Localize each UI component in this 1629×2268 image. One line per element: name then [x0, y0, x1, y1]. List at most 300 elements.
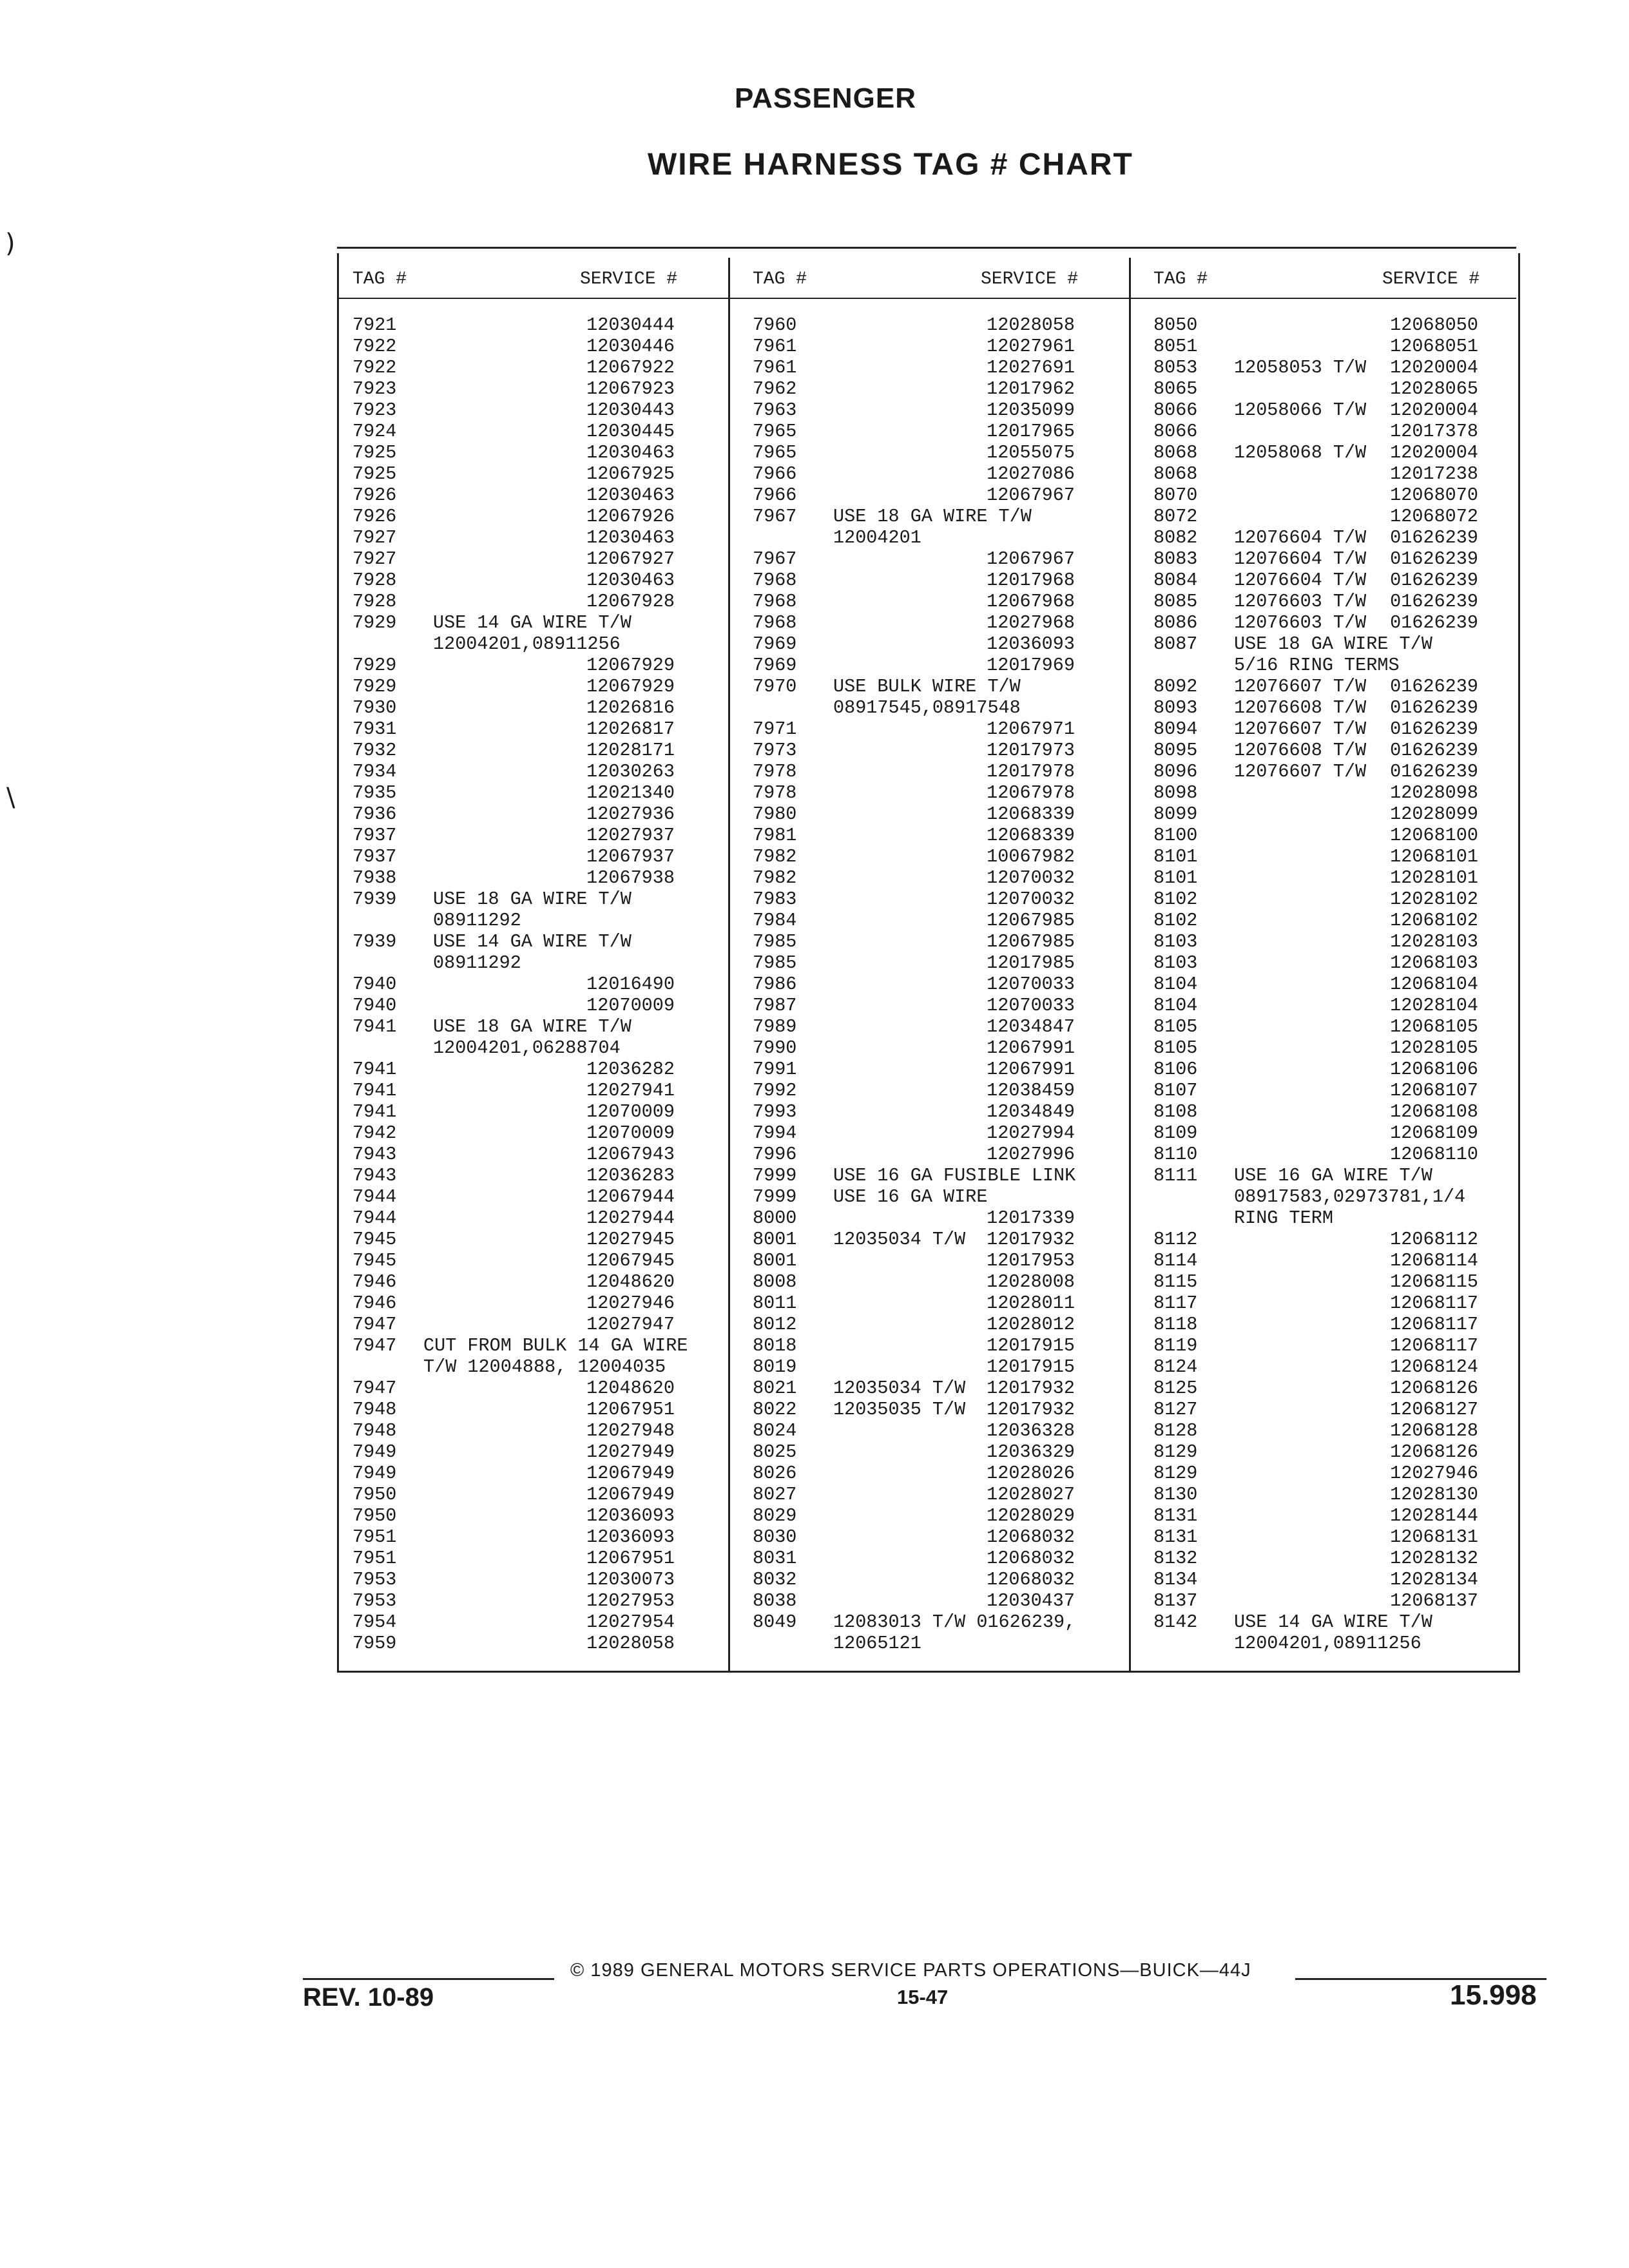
table-row — [352, 761, 675, 782]
tag-number: 8131 — [1153, 1526, 1198, 1548]
service-note: CUT FROM BULK 14 GA WIRE — [423, 1335, 688, 1356]
table-row — [753, 1037, 1075, 1059]
service-number: 12068102 — [1390, 910, 1478, 931]
service-number: 12067967 — [987, 548, 1075, 570]
table-row — [352, 1037, 675, 1059]
service-number: 12017978 — [987, 761, 1075, 782]
tag-number: 8131 — [1153, 1505, 1198, 1526]
service-number: 12026817 — [586, 718, 675, 740]
service-number: 12068100 — [1390, 825, 1478, 846]
table-row — [1153, 548, 1478, 570]
table-row — [753, 506, 1075, 527]
service-note: 08911292 — [433, 910, 521, 931]
service-number: 01626239 — [1390, 697, 1478, 718]
table-row — [1153, 1037, 1478, 1059]
service-note: 12035035 T/W — [833, 1399, 966, 1420]
table-row — [1153, 761, 1478, 782]
table-row — [352, 1186, 675, 1207]
service-note: 12076607 T/W — [1234, 761, 1367, 782]
tag-number: 8103 — [1153, 931, 1198, 952]
service-number: 12030463 — [586, 442, 675, 463]
tag-number: 7922 — [352, 357, 397, 378]
tag-number: 7983 — [753, 889, 797, 910]
service-number: 12068127 — [1390, 1399, 1478, 1420]
service-note: 12076608 T/W — [1234, 740, 1367, 761]
service-number: 12017985 — [987, 952, 1075, 974]
service-number: 12028098 — [1390, 782, 1478, 803]
tag-number: 8100 — [1153, 825, 1198, 846]
tag-number: 7947 — [352, 1335, 397, 1356]
tag-number: 7939 — [352, 931, 397, 952]
tag-number: 7926 — [352, 506, 397, 527]
header-service: SERVICE # — [981, 269, 1079, 289]
table-row — [753, 1611, 1075, 1633]
tag-number: 7980 — [753, 803, 797, 825]
service-number: 12067945 — [586, 1250, 675, 1271]
table-row — [753, 761, 1075, 782]
tag-number: 8068 — [1153, 463, 1198, 485]
service-number: 12068126 — [1390, 1378, 1478, 1399]
tag-number: 7965 — [753, 442, 797, 463]
table-row — [1153, 442, 1478, 463]
service-note: 12058053 T/W — [1234, 357, 1367, 378]
service-number: 12067985 — [987, 910, 1075, 931]
tag-number: 7940 — [352, 974, 397, 995]
service-number: 12068107 — [1390, 1080, 1478, 1101]
copyright-text: © 1989 GENERAL MOTORS SERVICE PARTS OPERATIONS—BUICK—44J — [570, 1960, 1251, 1981]
service-number: 12068072 — [1390, 506, 1478, 527]
tag-number: 7968 — [753, 612, 797, 633]
service-number: 12030263 — [586, 761, 675, 782]
table-row — [352, 1548, 675, 1569]
tag-number: 7996 — [753, 1144, 797, 1165]
tag-number: 8068 — [1153, 442, 1198, 463]
tag-number: 8019 — [753, 1356, 797, 1378]
tag-number: 7994 — [753, 1122, 797, 1144]
page-title: PASSENGER — [735, 82, 917, 114]
tag-number: 7951 — [352, 1526, 397, 1548]
service-number: 12027994 — [987, 1122, 1075, 1144]
service-number: 12017932 — [987, 1229, 1075, 1250]
tag-number: 7927 — [352, 527, 397, 548]
table-row — [352, 676, 675, 697]
service-number: 12016490 — [586, 974, 675, 995]
tag-number: 8070 — [1153, 485, 1198, 506]
tag-number: 7947 — [352, 1378, 397, 1399]
tag-number: 7999 — [753, 1165, 797, 1186]
service-note: 12083013 T/W 01626239, — [833, 1611, 1076, 1633]
tag-number: 7946 — [352, 1293, 397, 1314]
tag-number: 7928 — [352, 570, 397, 591]
table-row — [352, 399, 675, 421]
service-number: 12017915 — [987, 1335, 1075, 1356]
service-number: 12028144 — [1390, 1505, 1478, 1526]
service-number: 12028026 — [987, 1463, 1075, 1484]
tag-number: 7984 — [753, 910, 797, 931]
service-number: 12017968 — [987, 570, 1075, 591]
service-number: 12068070 — [1390, 485, 1478, 506]
service-number: 12027968 — [987, 612, 1075, 633]
table-row — [1153, 1144, 1478, 1165]
table-row — [753, 1059, 1075, 1080]
table-row — [753, 378, 1075, 399]
tag-number: 7945 — [352, 1229, 397, 1250]
table-row — [1153, 1611, 1478, 1633]
service-note: 12058066 T/W — [1234, 399, 1367, 421]
table-row — [753, 1441, 1075, 1463]
table-row — [753, 697, 1075, 718]
service-number: 12068124 — [1390, 1356, 1478, 1378]
tag-number: 8030 — [753, 1526, 797, 1548]
tag-number: 7926 — [352, 485, 397, 506]
tag-number: 8031 — [753, 1548, 797, 1569]
table-row — [753, 1293, 1075, 1314]
tag-number: 7986 — [753, 974, 797, 995]
tag-number: 8084 — [1153, 570, 1198, 591]
service-number: 12027937 — [586, 825, 675, 846]
service-number: 12017932 — [987, 1378, 1075, 1399]
table-row — [753, 803, 1075, 825]
tag-number: 8011 — [753, 1293, 797, 1314]
table-row — [1153, 867, 1478, 889]
tag-number: 7949 — [352, 1441, 397, 1463]
table-row — [753, 1633, 1075, 1654]
service-number: 12068032 — [987, 1569, 1075, 1590]
tag-number: 8134 — [1153, 1569, 1198, 1590]
table-row — [1153, 506, 1478, 527]
tag-number: 8124 — [1153, 1356, 1198, 1378]
service-number: 12020004 — [1390, 399, 1478, 421]
table-row — [1153, 336, 1478, 357]
table-row — [352, 612, 675, 633]
header-service: SERVICE # — [1382, 269, 1480, 289]
service-note: RING TERM — [1234, 1207, 1333, 1229]
table-row — [1153, 357, 1478, 378]
tag-number: 7965 — [753, 421, 797, 442]
tag-number: 8024 — [753, 1420, 797, 1441]
table-row — [352, 1526, 675, 1548]
service-number: 12027961 — [987, 336, 1075, 357]
table-row — [753, 867, 1075, 889]
tag-number: 7940 — [352, 995, 397, 1016]
tag-number: 8029 — [753, 1505, 797, 1526]
tag-number: 8095 — [1153, 740, 1198, 761]
table-row — [753, 676, 1075, 697]
service-number: 12027953 — [586, 1590, 675, 1611]
table-row — [753, 1590, 1075, 1611]
table-row — [352, 1463, 675, 1484]
tag-number: 7981 — [753, 825, 797, 846]
table-row — [1153, 1548, 1478, 1569]
table-row — [753, 952, 1075, 974]
service-number: 12028058 — [586, 1633, 675, 1654]
service-number: 12030443 — [586, 399, 675, 421]
tag-number: 8101 — [1153, 846, 1198, 867]
table-row — [1153, 1080, 1478, 1101]
tag-number: 8115 — [1153, 1271, 1198, 1293]
tag-number: 8022 — [753, 1399, 797, 1420]
tag-number: 7943 — [352, 1144, 397, 1165]
table-row — [352, 846, 675, 867]
table-row — [352, 378, 675, 399]
tag-number: 7925 — [352, 463, 397, 485]
table-row — [1153, 1165, 1478, 1186]
tag-number: 8101 — [1153, 867, 1198, 889]
service-number: 12068032 — [987, 1526, 1075, 1548]
table-row — [352, 1611, 675, 1633]
table-row — [1153, 1463, 1478, 1484]
tag-number: 8066 — [1153, 399, 1198, 421]
tag-number: 7942 — [352, 1122, 397, 1144]
tag-number: 7943 — [352, 1165, 397, 1186]
service-number: 12070033 — [987, 974, 1075, 995]
service-number: 12017953 — [987, 1250, 1075, 1271]
service-number: 12068109 — [1390, 1122, 1478, 1144]
tag-number: 8051 — [1153, 336, 1198, 357]
service-number: 12067925 — [586, 463, 675, 485]
table-row — [352, 655, 675, 676]
service-note: 08917545,08917548 — [833, 697, 1021, 718]
table-row — [1153, 1484, 1478, 1505]
tag-number: 7934 — [352, 761, 397, 782]
tag-number: 8049 — [753, 1611, 797, 1633]
table-row — [352, 867, 675, 889]
table-row — [753, 463, 1075, 485]
header-tag: TAG # — [1153, 269, 1208, 289]
table-row — [753, 1526, 1075, 1548]
service-number: 12067923 — [586, 378, 675, 399]
table-row — [352, 442, 675, 463]
table-row — [352, 1569, 675, 1590]
service-note: 12076603 T/W — [1234, 612, 1367, 633]
service-note: USE 16 GA WIRE T/W — [1234, 1165, 1432, 1186]
service-number: 12068115 — [1390, 1271, 1478, 1293]
service-number: 12036328 — [987, 1420, 1075, 1441]
tag-number: 7999 — [753, 1186, 797, 1207]
service-number: 12068104 — [1390, 974, 1478, 995]
service-number: 12048620 — [586, 1378, 675, 1399]
service-number: 12017962 — [987, 378, 1075, 399]
tag-number: 8105 — [1153, 1037, 1198, 1059]
service-number: 12068126 — [1390, 1441, 1478, 1463]
chart-top-rule — [337, 247, 1516, 249]
table-row — [352, 1059, 675, 1080]
tag-number: 7978 — [753, 761, 797, 782]
tag-number: 8021 — [753, 1378, 797, 1399]
service-number: 12055075 — [987, 442, 1075, 463]
table-row — [753, 1186, 1075, 1207]
tag-number: 8012 — [753, 1314, 797, 1335]
tag-number: 8072 — [1153, 506, 1198, 527]
table-row — [753, 1399, 1075, 1420]
service-number: 12027954 — [586, 1611, 675, 1633]
table-row — [352, 889, 675, 910]
tag-number: 8128 — [1153, 1420, 1198, 1441]
service-note: USE 14 GA WIRE T/W — [433, 612, 631, 633]
service-number: 12028134 — [1390, 1569, 1478, 1590]
table-row — [1153, 399, 1478, 421]
tag-number: 7961 — [753, 336, 797, 357]
tag-number: 7950 — [352, 1505, 397, 1526]
service-number: 12067991 — [987, 1059, 1075, 1080]
service-note: USE 16 GA WIRE — [833, 1186, 988, 1207]
tag-number: 8087 — [1153, 633, 1198, 655]
tag-number: 7978 — [753, 782, 797, 803]
table-row — [1153, 463, 1478, 485]
service-number: 12017339 — [987, 1207, 1075, 1229]
table-row — [1153, 1314, 1478, 1335]
tag-number: 8082 — [1153, 527, 1198, 548]
table-row — [352, 1378, 675, 1399]
service-note: USE 14 GA WIRE T/W — [1234, 1611, 1432, 1633]
tag-number: 8104 — [1153, 974, 1198, 995]
tag-number: 7945 — [352, 1250, 397, 1271]
service-number: 12067951 — [586, 1399, 675, 1420]
service-number: 12027947 — [586, 1314, 675, 1335]
service-number: 12068137 — [1390, 1590, 1478, 1611]
tag-number: 8137 — [1153, 1590, 1198, 1611]
page-number: 15-47 — [897, 1986, 949, 2008]
service-number: 12027996 — [987, 1144, 1075, 1165]
table-row — [352, 931, 675, 952]
table-row — [352, 527, 675, 548]
service-number: 12027946 — [586, 1293, 675, 1314]
column-divider — [1129, 258, 1131, 1671]
tag-number: 7963 — [753, 399, 797, 421]
service-note: T/W 12004888, 12004035 — [423, 1356, 666, 1378]
table-row — [1153, 1526, 1478, 1548]
service-number: 12027941 — [586, 1080, 675, 1101]
tag-number: 8038 — [753, 1590, 797, 1611]
table-row — [753, 527, 1075, 548]
tag-number: 8008 — [753, 1271, 797, 1293]
tag-number: 7944 — [352, 1207, 397, 1229]
service-number: 12067978 — [987, 782, 1075, 803]
table-row — [753, 570, 1075, 591]
tag-number: 7985 — [753, 931, 797, 952]
service-number: 12028099 — [1390, 803, 1478, 825]
service-number: 12028130 — [1390, 1484, 1478, 1505]
service-note: 12065121 — [833, 1633, 921, 1654]
service-number: 12028011 — [987, 1293, 1075, 1314]
tag-number: 7948 — [352, 1420, 397, 1441]
table-row — [1153, 485, 1478, 506]
service-number: 12017932 — [987, 1399, 1075, 1420]
tag-number: 7947 — [352, 1314, 397, 1335]
table-row — [1153, 378, 1478, 399]
service-note: 12058068 T/W — [1234, 442, 1367, 463]
table-row — [1153, 1122, 1478, 1144]
tag-number: 7932 — [352, 740, 397, 761]
service-note: 12076608 T/W — [1234, 697, 1367, 718]
table-row — [352, 952, 675, 974]
table-row — [1153, 1633, 1478, 1654]
table-row — [352, 1165, 675, 1186]
tag-number: 7960 — [753, 314, 797, 336]
tag-number: 8001 — [753, 1229, 797, 1250]
table-row — [753, 889, 1075, 910]
table-row — [753, 612, 1075, 633]
service-number: 12068103 — [1390, 952, 1478, 974]
table-row — [1153, 612, 1478, 633]
service-number: 12036282 — [586, 1059, 675, 1080]
tag-number: 8105 — [1153, 1016, 1198, 1037]
service-number: 12017965 — [987, 421, 1075, 442]
service-number: 12028027 — [987, 1484, 1075, 1505]
service-number: 01626239 — [1390, 548, 1478, 570]
service-number: 12028132 — [1390, 1548, 1478, 1569]
service-number: 12067929 — [586, 676, 675, 697]
service-number: 12068339 — [987, 803, 1075, 825]
service-number: 12068050 — [1390, 314, 1478, 336]
tag-number: 8086 — [1153, 612, 1198, 633]
revision-label: REV. 10-89 — [303, 1983, 434, 2012]
tag-number: 7966 — [753, 485, 797, 506]
service-number: 12017378 — [1390, 421, 1478, 442]
table-row — [753, 974, 1075, 995]
service-number: 12030463 — [586, 570, 675, 591]
table-column-2 — [753, 314, 1075, 1654]
service-number: 12068117 — [1390, 1314, 1478, 1335]
service-number: 12030437 — [987, 1590, 1075, 1611]
tag-number: 7992 — [753, 1080, 797, 1101]
service-number: 12027945 — [586, 1229, 675, 1250]
table-row — [352, 803, 675, 825]
table-row — [753, 931, 1075, 952]
service-number: 12028103 — [1390, 931, 1478, 952]
service-number: 12020004 — [1390, 357, 1478, 378]
table-row — [1153, 740, 1478, 761]
service-number: 12070009 — [586, 1101, 675, 1122]
table-row — [753, 1378, 1075, 1399]
table-row — [1153, 1441, 1478, 1463]
service-number: 01626239 — [1390, 570, 1478, 591]
service-number: 12068128 — [1390, 1420, 1478, 1441]
service-note: 12035034 T/W — [833, 1229, 966, 1250]
table-row — [352, 357, 675, 378]
table-row — [352, 336, 675, 357]
table-row — [352, 1080, 675, 1101]
table-row — [753, 1250, 1075, 1271]
service-note: 12004201 — [833, 527, 921, 548]
table-row — [352, 1420, 675, 1441]
table-row — [1153, 1229, 1478, 1250]
service-number: 12028058 — [987, 314, 1075, 336]
table-row — [753, 1569, 1075, 1590]
tag-number: 7941 — [352, 1101, 397, 1122]
tag-number: 8104 — [1153, 995, 1198, 1016]
document-number: 15.998 — [1450, 1979, 1537, 2011]
service-number: 12034847 — [987, 1016, 1075, 1037]
tag-number: 7954 — [352, 1611, 397, 1633]
tag-number: 8110 — [1153, 1144, 1198, 1165]
service-number: 12028012 — [987, 1314, 1075, 1335]
table-row — [753, 1505, 1075, 1526]
service-number: 12027948 — [586, 1420, 675, 1441]
table-row — [753, 357, 1075, 378]
tag-number: 7991 — [753, 1059, 797, 1080]
table-row — [1153, 1569, 1478, 1590]
tag-number: 7927 — [352, 548, 397, 570]
table-column-3 — [1153, 314, 1478, 1654]
tag-number: 7921 — [352, 314, 397, 336]
table-row — [352, 825, 675, 846]
service-number: 12017915 — [987, 1356, 1075, 1378]
table-row — [352, 1633, 675, 1654]
table-row — [1153, 825, 1478, 846]
service-number: 12030463 — [586, 485, 675, 506]
table-row — [352, 1101, 675, 1122]
